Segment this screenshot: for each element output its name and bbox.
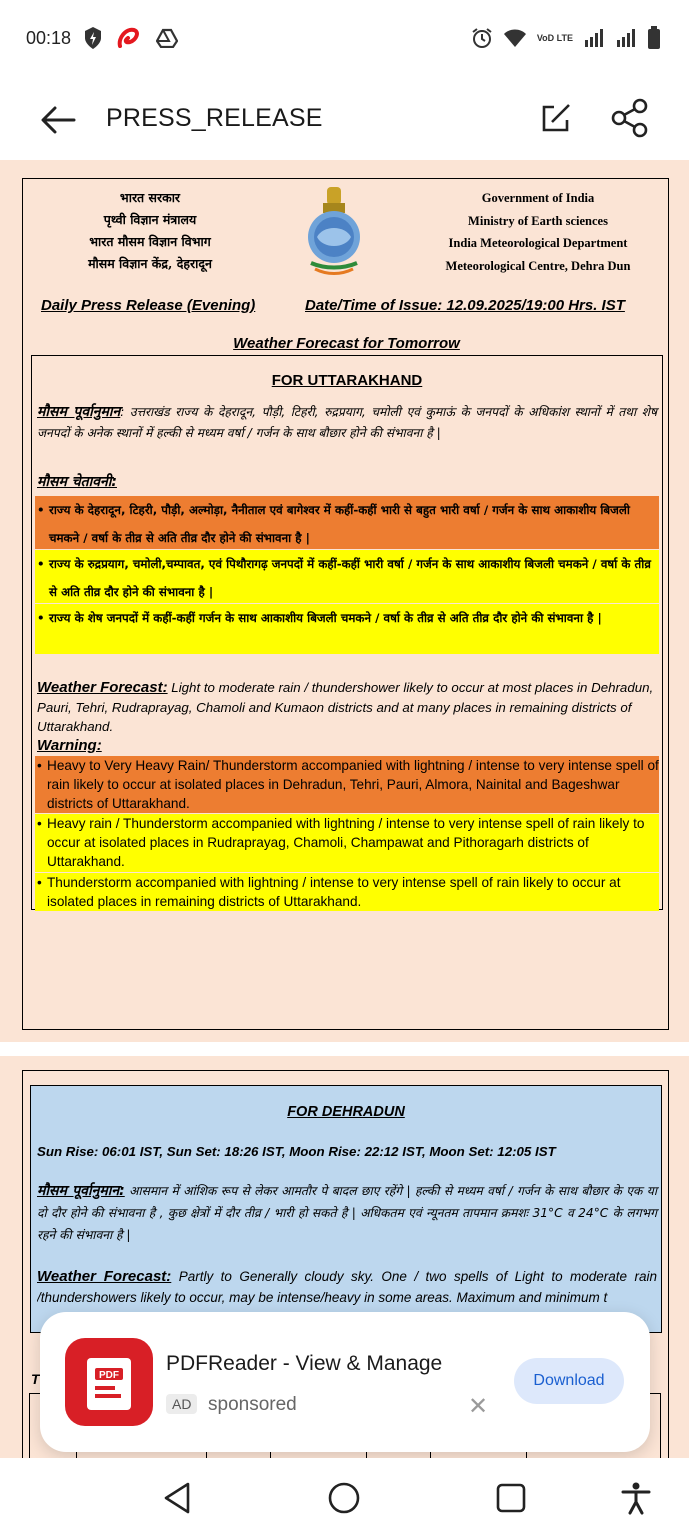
region-heading: FOR UTTARAKHAND	[271, 372, 423, 389]
ad-sponsored-label: sponsored	[208, 1394, 297, 1415]
sun-moon-times: Sun Rise: 06:01 IST, Sun Set: 18:26 IST, Moon Rise: 22:12 IST, Moon Set: 12:05 IST	[37, 1144, 556, 1159]
signal-icon	[583, 28, 605, 48]
bullet: •	[37, 758, 42, 773]
drive-icon	[156, 28, 178, 48]
airtel-icon	[116, 26, 142, 50]
hindi-warning-text: राज्य के देहरादून, टिहरी, पौड़ी, अल्मोड़ा, नैनीताल एवं बागेश्वर में कहीं-कहीं भारी से बहुत भारी वर्षा / गर्जन के साथ आकाशीय बिजली चमकने / वर्षा के तीव्र से अति तीव्र दौर होने की संभावना है |	[49, 503, 630, 545]
shield-bolt-icon	[84, 26, 102, 50]
dehradun-forecast-box	[30, 1085, 662, 1333]
pdf-app-icon[interactable]	[65, 1338, 153, 1426]
english-warning-item	[35, 873, 659, 911]
status-right-icons	[471, 26, 661, 50]
header-english-line: Government of India	[481, 191, 595, 205]
bullet: •	[37, 611, 45, 625]
hindi-warning-item	[35, 604, 659, 654]
status-bar	[0, 0, 689, 78]
table-title-fragment: T	[31, 1371, 40, 1387]
back-triangle-icon	[160, 1480, 196, 1516]
issue-datetime: Date/Time of Issue: 12.09.2025/19:00 Hrs. IST	[305, 297, 625, 314]
nav-home-button[interactable]	[326, 1480, 362, 1516]
hindi-forecast	[37, 1180, 657, 1246]
hindi-forecast-text: : उत्तराखंड राज्य के देहरादून, पौड़ी, टिहरी, रुद्रप्रयाग, चमोली एवं कुमाऊं के जनपदों के अधिकांश स्थानों में तथा शेष जनपदों के अनेक स्थानों में हल्की से मध्यम वर्षा / गर्जन के साथ बौछार होने की संभावना है |	[37, 405, 657, 440]
close-icon[interactable]: ✕	[468, 1393, 489, 1420]
accessibility-icon	[618, 1480, 654, 1516]
download-button[interactable]: Download	[514, 1358, 624, 1404]
edit-icon	[538, 100, 574, 136]
header-english-line: Meteorological Centre, Dehra Dun	[445, 258, 631, 273]
english-forecast-label: Weather Forecast:	[37, 679, 168, 696]
share-button[interactable]	[610, 98, 650, 138]
hindi-warning-text: राज्य के रुद्रप्रयाग, चमोली,चम्पावत, एवं पिथौरागढ़ जनपदों में कहीं-कहीं भारी वर्षा / गर्जन के साथ आकाशीय बिजली चमकने / वर्षा के तीव्र से अति तीव्र दौर होने की संभावना है |	[49, 557, 651, 599]
hindi-forecast-text: आसमान में आंशिक रूप से लेकर आमतौर पे बादल छाए रहेंगे | हल्की से मध्यम वर्षा / गर्जन के साथ बौछार के एक या दो दौर होने की संभावना है , कुछ क्षेत्रों में दौर तीव्र / भारी हो सकते है | अधिकतम एवं न्यूनतम तापमान क्रमशः 31°C व 24°C के लगभग रहने की संभावना है |	[37, 1184, 657, 1242]
english-forecast-text: Partly to Generally cloudy sky. One / two spells of Light to moderate rain /thundershowers likely to occur, may be intense/heavy in some areas. Maximum and minimum t	[37, 1269, 657, 1305]
status-time: 00:18	[26, 28, 72, 48]
ad-tag: AD	[166, 1394, 197, 1414]
page-separator	[0, 1042, 689, 1056]
app-bar	[0, 78, 689, 160]
back-button[interactable]	[38, 100, 78, 140]
arrow-left-icon	[38, 100, 78, 140]
header-english	[423, 187, 653, 277]
hindi-warning-label: मौसम चेतावनी:	[37, 474, 117, 490]
pdf-page-1	[22, 178, 669, 1030]
bullet: •	[37, 557, 45, 571]
header-hindi-line: मौसम विज्ञान केंद्र, देहरादून	[88, 256, 212, 271]
hindi-forecast-label: मौसम पूर्वानुमान	[37, 404, 121, 420]
wifi-icon	[503, 28, 527, 48]
bullet: •	[37, 875, 42, 890]
header-hindi-line: भारत मौसम विज्ञान विभाग	[89, 234, 211, 249]
header-hindi-line: भारत सरकार	[119, 190, 181, 205]
english-warning-text: Heavy to Very Heavy Rain/ Thunderstorm accompanied with lightning / intense to very intense spell of rain likely to occur at isolated places in Dehradun, Tehri, Pauri, Almora, Nainital and Bageshwar districts of Uttarakhand.	[47, 758, 659, 811]
english-forecast-text: Light to moderate rain / thundershower likely to occur at most places in Dehradun, Pauri, Tehri, Rudraprayag, Chamoli and Kumaon districts and at many places in remaining districts of Uttarakhand.	[37, 680, 654, 734]
english-warning-item	[35, 814, 659, 872]
battery-icon	[647, 26, 661, 50]
english-forecast-label: Weather Forecast:	[37, 1268, 172, 1285]
home-circle-icon	[326, 1480, 362, 1516]
hindi-warning-text: राज्य के शेष जनपदों में कहीं-कहीं गर्जन के साथ आकाशीय बिजली चमकने / वर्षा के तीव्र से अति तीव्र दौर होने की संभावना है |	[49, 611, 602, 625]
hindi-forecast-label: मौसम पूर्वानुमान:	[37, 1183, 125, 1199]
pdf-document-icon	[65, 1338, 153, 1426]
hindi-forecast	[37, 402, 657, 444]
bullet: •	[37, 503, 45, 517]
ad-app-name[interactable]: PDFReader - View & Manage	[166, 1352, 443, 1375]
hindi-warning-item	[35, 496, 659, 549]
recents-square-icon	[493, 1480, 529, 1516]
english-warning-text: Thunderstorm accompanied with lightning / intense to very intense spell of rain likely to occur at isolated places in remaining districts of Uttarakhand.	[47, 875, 621, 909]
english-forecast	[37, 678, 657, 737]
status-left-icons	[84, 26, 178, 50]
pdf-icon-text: PDF	[99, 1370, 119, 1381]
release-type: Daily Press Release (Evening)	[41, 297, 256, 314]
edit-button[interactable]	[538, 100, 574, 136]
header-hindi	[55, 187, 245, 275]
ad-card[interactable]	[40, 1312, 650, 1452]
emblem-icon	[305, 185, 363, 277]
english-warning-text: Heavy rain / Thunderstorm accompanied with lightning / intense to very intense spell of rain likely to occur at isolated places in Rudraprayag, Chamoli, Champawat and Pithoragarh districts of Uttarakhand.	[47, 816, 645, 869]
nav-back-button[interactable]	[160, 1480, 196, 1516]
nav-recents-button[interactable]	[493, 1480, 529, 1516]
english-warning-label: Warning:	[37, 737, 102, 754]
page-title: PRESS_RELEASE	[106, 104, 323, 132]
navigation-bar	[0, 1458, 689, 1536]
english-warning-item	[35, 756, 659, 813]
share-icon	[610, 98, 650, 138]
alarm-icon	[471, 27, 493, 49]
nav-accessibility-button[interactable]	[618, 1480, 654, 1516]
signal-icon-2	[615, 28, 637, 48]
forecast-heading: Weather Forecast for Tomorrow	[233, 335, 460, 352]
bullet: •	[37, 816, 42, 831]
header-english-line: Ministry of Earth sciences	[468, 213, 608, 228]
header-hindi-line: पृथ्वी विज्ञान मंत्रालय	[103, 212, 197, 227]
region-heading: FOR DEHRADUN	[287, 1104, 405, 1120]
volte-icon: VoD LTE	[536, 32, 573, 43]
uttarakhand-forecast-box	[31, 355, 663, 910]
hindi-warning-item	[35, 550, 659, 603]
header-english-line: India Meteorological Department	[448, 236, 628, 250]
